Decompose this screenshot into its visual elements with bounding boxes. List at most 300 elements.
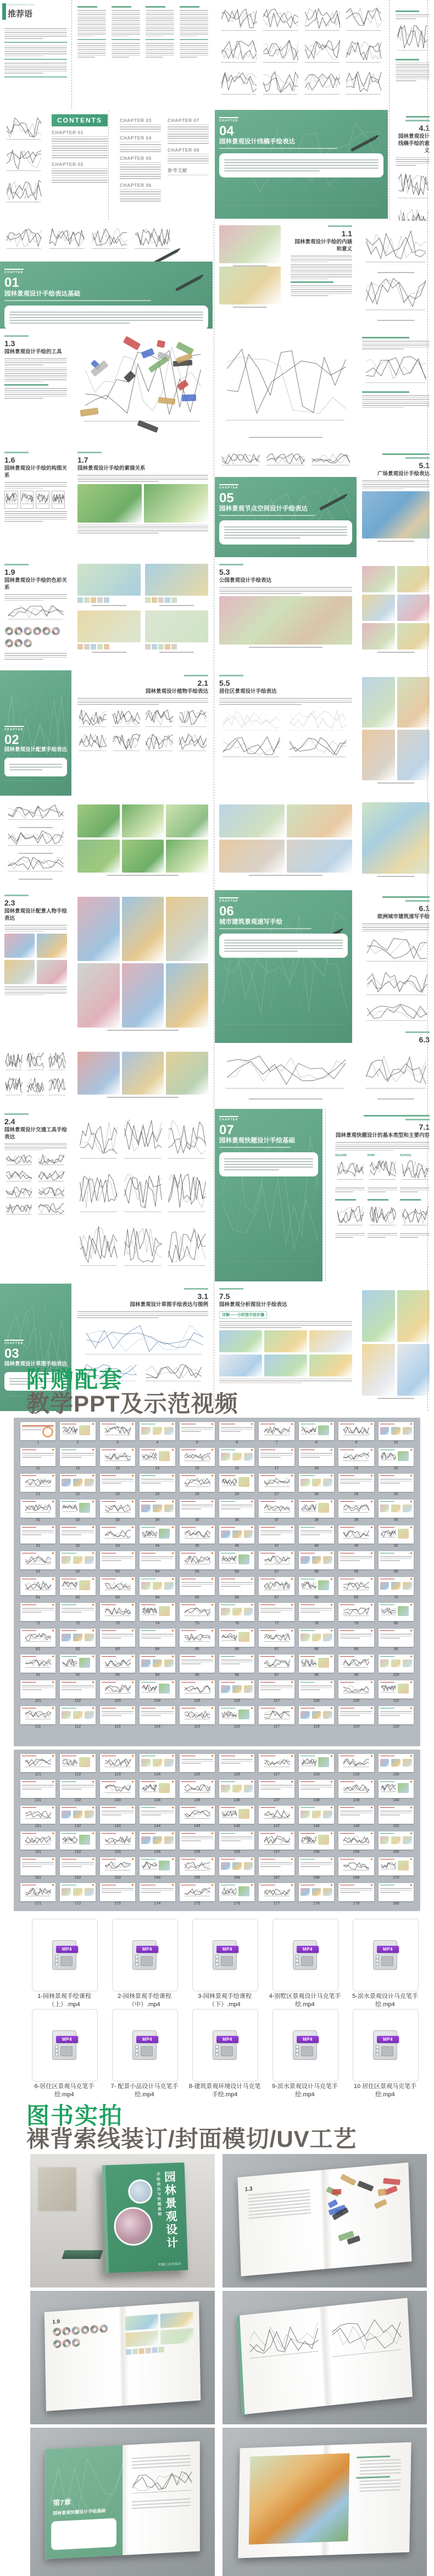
slide-title-line [380, 1501, 394, 1502]
slide-title-line [340, 1859, 354, 1860]
chapter-subtitle-line [219, 148, 337, 149]
text-line [22, 1612, 42, 1613]
sketch-thumbnail [183, 1606, 212, 1617]
video-file-name: 10 居住区景观马克笔手绘.mp4 [353, 2083, 417, 2098]
ppt-slide-cell [338, 1603, 374, 1625]
ppt-slide-thumbnail [219, 1680, 254, 1698]
swatch [145, 2348, 151, 2354]
slide-header [181, 1578, 213, 1580]
ppt-slide-thumbnail [259, 1655, 294, 1673]
color-image-grid [358, 559, 434, 657]
slide-title-line [301, 1527, 315, 1528]
color-image-thumbnail [403, 1582, 412, 1590]
sketch-thumbnail [221, 1809, 237, 1819]
ppt-slide-number: 65 [194, 1596, 199, 1600]
text-line [77, 36, 95, 37]
slide-title-line [221, 1656, 235, 1657]
ppt-slide-cell [299, 1474, 334, 1496]
ppt-slide-thumbnail [379, 1629, 414, 1647]
photo-spread-color-wheels [30, 2291, 215, 2424]
ppt-slide-cell [180, 1448, 215, 1470]
ppt-slide-number: 62 [75, 1596, 80, 1600]
color-image-thumbnail [397, 1290, 430, 1342]
text-line [141, 1814, 161, 1816]
swatch [171, 644, 177, 649]
slide-title-line [380, 1450, 394, 1451]
text-line [62, 1687, 93, 1689]
text-block [181, 1504, 213, 1509]
ppt-slide-thumbnail [259, 1422, 294, 1440]
text-line [141, 1888, 173, 1889]
slide-logo-dot [212, 1526, 213, 1528]
ppt-slide-cell [100, 1780, 135, 1802]
text-line [335, 1233, 365, 1234]
ppt-slide-cell [379, 1603, 414, 1625]
page-header-line [382, 453, 430, 455]
color-image-thumbnail [77, 484, 142, 523]
text-block [181, 1582, 213, 1587]
slide-imgs [141, 1783, 173, 1793]
color-image-thumbnail [362, 730, 395, 780]
section-page [0, 890, 71, 1002]
slide-title-line [141, 1527, 155, 1528]
ppt-slide-cell [100, 1806, 135, 1828]
ppt-slide-thumbnail [180, 1806, 215, 1824]
slide-header [62, 1833, 93, 1834]
slide-header [260, 1449, 292, 1451]
text-line [181, 1584, 213, 1585]
text-line [4, 63, 67, 64]
ppt-slide-thumbnail [20, 1474, 55, 1492]
slide-logo-dot [291, 1578, 293, 1580]
slide-header [380, 1423, 412, 1425]
slide-logo-dot [410, 1807, 412, 1808]
slide-logo-dot [291, 1807, 293, 1808]
open-book-spread [44, 2301, 201, 2411]
ppt-slide-number: 18 [314, 1467, 319, 1470]
ppt-slide-cell [100, 1500, 135, 1522]
ppt-slide-cell [20, 1706, 55, 1729]
ppt-slide-thumbnail [100, 1754, 135, 1772]
ppt-slide-thumbnail [180, 1706, 215, 1724]
ppt-slide-thumbnail [100, 1500, 135, 1518]
section-eyebrow [405, 120, 430, 121]
slide-logo-dot [410, 1781, 412, 1783]
slide-title-line [141, 1630, 155, 1631]
text-line [181, 1836, 213, 1837]
chapter-subtitle-line [219, 928, 311, 929]
book-spread [358, 447, 434, 557]
text-line [221, 1759, 253, 1760]
contents-item-line [168, 126, 209, 127]
section-title: 园林景观设计交通工具手绘表达 [4, 1127, 68, 1141]
sketch-thumbnail [303, 68, 342, 98]
text-line [141, 1711, 173, 1712]
type-thumb [335, 1197, 365, 1240]
video-file-card [272, 2009, 338, 2081]
image-caption [92, 605, 126, 606]
color-wheel [42, 627, 51, 635]
text-line [368, 1190, 397, 1191]
slide-title-line [102, 1475, 116, 1476]
marker-item [374, 2199, 387, 2209]
text-line [180, 51, 208, 52]
text-line [396, 76, 430, 77]
ppt-slide-thumbnail [299, 1806, 334, 1824]
sketch-thumbnail [363, 968, 430, 998]
text-line [180, 14, 208, 15]
text-line [181, 1507, 213, 1508]
slide-title-line [260, 1656, 275, 1657]
contents-chapter-heading: CHAPTER 05 [120, 156, 161, 163]
color-image-thumbnail [391, 1427, 400, 1435]
text-line [301, 1862, 332, 1863]
wall-art [38, 2167, 76, 2211]
color-image-thumbnail [85, 1811, 94, 1818]
slide-color [398, 1451, 409, 1461]
text-line [221, 1431, 241, 1432]
recommend-title: 推荐语 [8, 9, 33, 19]
slide-logo-dot [410, 1475, 412, 1476]
chapter-title: 园林景观设计草图手绘表达 [4, 1361, 68, 1367]
text-line [77, 1311, 208, 1312]
paragraph-heading [396, 10, 419, 12]
color-image-thumbnail [244, 1453, 253, 1461]
chapter-number: 04 [219, 124, 234, 138]
text-line [77, 525, 208, 526]
ppt-slide-number: 5 [196, 1441, 198, 1445]
ppt-slide-thumbnail [299, 1754, 334, 1772]
ppt-slide-thumbnail [180, 1525, 215, 1544]
book-spread [358, 670, 434, 796]
ppt-slide-thumbnail [219, 1857, 254, 1875]
slide-title-line [340, 1885, 354, 1886]
ppt-slide-number: 9 [355, 1441, 358, 1445]
sketch-thumbnail [4, 802, 66, 822]
text-line [260, 1785, 292, 1786]
image-caption [159, 652, 194, 653]
text-line [219, 1383, 302, 1384]
slide-header [340, 1807, 372, 1808]
text-line [22, 1787, 54, 1788]
slide-title-line [221, 1475, 235, 1476]
text-line [380, 1892, 400, 1893]
contents-item-line [120, 147, 161, 148]
text-line [22, 1534, 42, 1535]
slide-header [301, 1781, 332, 1783]
section-title: 园林景观设计手绘的素描关系 [77, 465, 146, 472]
text-line [4, 362, 67, 363]
sketch-thumbnail [263, 1503, 291, 1514]
book-spread [358, 798, 434, 888]
ppt-slide-thumbnail [219, 1525, 254, 1544]
slide-title-line [301, 1656, 315, 1657]
slide-logo-dot [371, 1423, 372, 1425]
slide-header [301, 1449, 332, 1451]
ppt-slide-thumbnail [259, 1857, 294, 1875]
text-line [4, 927, 67, 928]
color-image-thumbnail [219, 840, 285, 873]
color-image-thumbnail [164, 1427, 174, 1435]
section-title: 园林景观设计手绘的工具 [4, 349, 62, 356]
slide-logo-dot [410, 1449, 412, 1451]
color-image-thumbnail [166, 840, 208, 873]
text-block [62, 1453, 93, 1458]
book-spread [0, 110, 107, 219]
ppt-slide-cell [60, 1448, 95, 1470]
chapter-title: 园林景观设计线稿手绘表达 [219, 138, 295, 146]
ppt-slide-number: 42 [75, 1544, 80, 1548]
ppt-slide-number: 75 [194, 1622, 199, 1625]
ppt-slide-cell [338, 1780, 374, 1802]
slide-title-line [62, 1424, 76, 1425]
text-block [260, 1453, 292, 1458]
color-image [77, 610, 141, 642]
slide-header [221, 1578, 253, 1580]
ppt-slide-thumbnail [299, 1448, 334, 1466]
text-line [368, 1233, 397, 1234]
text-line [4, 1143, 67, 1145]
text-line [146, 45, 174, 46]
contents-item-line [120, 176, 161, 177]
text-line [368, 1191, 386, 1192]
ppt-slide-cell [60, 1422, 95, 1445]
slide-header [181, 1858, 213, 1860]
text-line [362, 923, 430, 924]
text-line [4, 1150, 43, 1151]
ppt-slide-cell [180, 1603, 215, 1625]
slide-logo-dot [132, 1475, 133, 1476]
ppt-slide-number: 52 [75, 1570, 80, 1574]
ppt-slide-thumbnail [338, 1474, 374, 1492]
book-spread [73, 798, 213, 888]
text-line [112, 45, 140, 46]
ppt-slide-number: 7 [275, 1441, 278, 1445]
image-grid [77, 897, 208, 1028]
text-line [4, 364, 43, 365]
color-image-thumbnail [244, 1862, 253, 1870]
image-grid [141, 1504, 173, 1512]
text-line [4, 995, 43, 996]
text-block [77, 698, 208, 704]
text-line [396, 18, 416, 19]
slide-title-line [102, 1527, 116, 1528]
ppt-slide-cell [180, 1422, 215, 1445]
sketch-thumbnail [103, 1580, 132, 1591]
text-block [260, 1785, 292, 1790]
slide-logo-dot [371, 1807, 372, 1808]
slide-logo-dot [132, 1833, 133, 1834]
text-line [4, 53, 67, 54]
sketch-thumbnail [21, 491, 34, 506]
open-book-spread [45, 2441, 200, 2560]
section-page [0, 1109, 71, 1220]
slide-title-line [181, 1656, 196, 1657]
sketch-thumbnail [263, 1632, 291, 1643]
slide-logo-dot [92, 1630, 94, 1631]
text-block [22, 1608, 54, 1613]
mp4-file-icon [373, 1940, 397, 1970]
text-line [380, 1811, 412, 1812]
slide-logo-dot [212, 1833, 213, 1834]
slide-header [301, 1858, 332, 1860]
filmstrip-hole [135, 1955, 138, 1958]
ppt-slide-number: 57 [274, 1570, 279, 1574]
text-line [224, 532, 347, 533]
sketch-thumbnail [344, 36, 383, 66]
section-page [73, 670, 213, 758]
text-block [141, 1634, 173, 1639]
slide-logo-dot [52, 1578, 54, 1580]
ppt-slide-thumbnail [20, 1831, 55, 1850]
slide-logo-dot [331, 1833, 332, 1834]
section-eyebrow [184, 675, 208, 676]
contents-item-line [52, 150, 108, 151]
text-line [335, 1142, 430, 1143]
ppt-slide-thumbnail [299, 1577, 334, 1595]
left-page-green [45, 2445, 123, 2559]
section-eyebrow [219, 675, 243, 676]
slide-logo-dot [52, 1630, 54, 1631]
ppt-slide-number: 48 [314, 1544, 319, 1548]
text-line [4, 925, 67, 926]
ppt-slide-thumbnail [140, 1857, 175, 1875]
ppt-slide-thumbnail [259, 1831, 294, 1850]
slide-logo-dot [172, 1681, 174, 1683]
sketch-thumbnail [286, 707, 349, 734]
type-label-line [335, 1199, 356, 1201]
filmstrip-hole [296, 2053, 299, 2056]
sketch-thumbnail [141, 1861, 158, 1870]
contents-right [115, 110, 213, 208]
filmstrip-hole [215, 1963, 219, 1966]
ppt-slide-cell [299, 1655, 334, 1677]
color-image-thumbnail [122, 1052, 164, 1095]
ppt-slide-cell [100, 1706, 135, 1729]
ppt-slide-cell [299, 1680, 334, 1703]
text-line [4, 986, 67, 987]
text-block [181, 1659, 213, 1664]
sketch-thumbnail [37, 1202, 65, 1216]
text-line [180, 26, 208, 27]
slide-logo-dot [291, 1630, 293, 1631]
text-column [77, 4, 106, 60]
sketch-thumbnail [62, 1757, 78, 1767]
slide-logo-dot [172, 1552, 174, 1554]
text-line [219, 1323, 352, 1324]
color-image-thumbnail [141, 1759, 151, 1767]
ppt-slide-number: 128 [313, 1773, 320, 1776]
photo-spread-chapter-page [30, 2428, 215, 2576]
text-block [368, 1187, 397, 1192]
text-line [22, 1689, 42, 1690]
slide-title-line [221, 1885, 235, 1886]
ppt-slide-number: 24 [155, 1492, 160, 1496]
text-line [219, 700, 352, 701]
text-line [180, 30, 208, 31]
ppt-slide-number: 173 [114, 1902, 121, 1906]
text-block [362, 395, 430, 408]
text-block [77, 10, 106, 36]
ppt-slide-cell [20, 1780, 55, 1802]
slide-title-line [221, 1501, 235, 1502]
text-line [291, 259, 352, 260]
slide-header [102, 1630, 133, 1631]
slide-title-line [380, 1630, 394, 1631]
ppt-slide-number: 178 [313, 1902, 320, 1906]
text-line [146, 51, 174, 52]
color-image-thumbnail [221, 1785, 230, 1792]
slide-title-line [62, 1579, 76, 1580]
text-line [146, 57, 163, 58]
slide-logo-dot [172, 1449, 174, 1451]
text-line [146, 34, 174, 35]
sketch-thumbnail [183, 1783, 212, 1794]
car-grid [4, 1152, 67, 1216]
ppt-slide-number: 180 [392, 1902, 399, 1906]
slide-title-line [102, 1756, 116, 1757]
book-spread [0, 331, 71, 445]
text-line [102, 1892, 121, 1893]
sketch-thumbnail [342, 1757, 370, 1768]
slide-header [62, 1755, 93, 1757]
slide-logo-dot [132, 1858, 133, 1860]
type-label-line [368, 1199, 388, 1201]
text-block [380, 1811, 412, 1816]
text-line [112, 43, 140, 44]
slide-logo-dot [331, 1449, 332, 1451]
ppt-slide-cell [100, 1857, 135, 1880]
ppt-slide-number: 79 [354, 1622, 359, 1625]
palette-unit [145, 610, 208, 653]
ppt-slide-cell [338, 1577, 374, 1600]
ppt-slide-number: 63 [115, 1596, 120, 1600]
slide-header [301, 1526, 332, 1528]
text-line [4, 32, 67, 33]
text-line [219, 593, 302, 594]
framed-sketch [36, 491, 49, 509]
ppt-slide-number: 13 [115, 1467, 120, 1470]
ppt-slide-thumbnail [20, 1655, 55, 1673]
book-spread [0, 559, 71, 668]
ppt-slide-thumbnail [60, 1474, 95, 1492]
slide-title-line [221, 1630, 235, 1631]
color-image-thumbnail [312, 1556, 321, 1564]
text-line [400, 1190, 430, 1191]
ppt-slide-thumbnail [338, 1448, 374, 1466]
slide-logo-dot [331, 1781, 332, 1783]
ppt-slide-cell [60, 1806, 95, 1828]
ppt-slide-thumbnail [140, 1806, 175, 1824]
color-wheel [81, 2326, 89, 2335]
ppt-slide-thumbnail [180, 1883, 215, 1901]
color-rendering [362, 802, 430, 874]
text-line [141, 1483, 161, 1484]
slide-logo-dot [132, 1656, 133, 1657]
chapter-tag: CHAPTER [219, 117, 238, 123]
sketch-thumbnail [103, 1783, 132, 1794]
ppt-slide-thumbnail [100, 1577, 135, 1595]
sketch-thumbnail [263, 1757, 291, 1768]
slide-title-line [22, 1527, 36, 1528]
page-section-number: 1.3 [244, 2186, 253, 2193]
ppt-slide-cell [180, 1806, 215, 1828]
slide-logo-dot [251, 1781, 253, 1783]
text-block [340, 1556, 372, 1561]
ppt-slide-cell [338, 1806, 374, 1828]
sketch-thumbnail [362, 225, 429, 267]
cover-photo-circle-small [128, 2179, 153, 2205]
